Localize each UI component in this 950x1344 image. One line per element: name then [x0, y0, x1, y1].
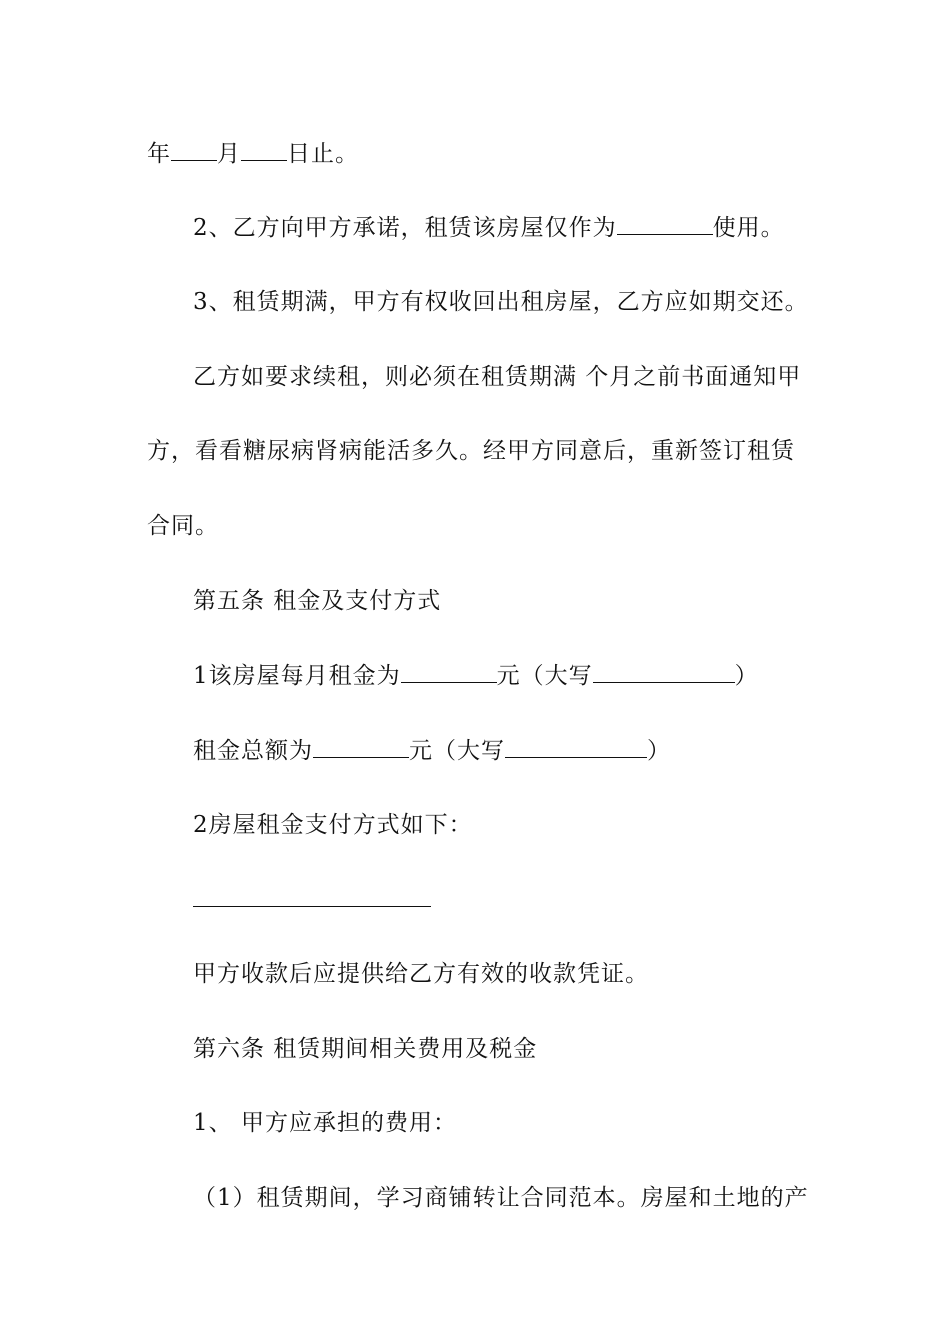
fill-in-blank — [313, 735, 409, 758]
text-segment: 2、乙方向甲方承诺，租赁该房屋仅作为 — [193, 215, 617, 241]
text-line — [193, 735, 671, 766]
paragraph: 2房屋租金支付方式如下： — [193, 812, 473, 838]
text-segment: 年 — [147, 141, 171, 167]
text-segment: ） — [647, 738, 671, 764]
paragraph: 1、 甲方应承担的费用： — [193, 1110, 457, 1136]
paragraph: 合同。 — [147, 513, 219, 539]
text-line — [193, 212, 785, 243]
text-segment: 日止。 — [287, 141, 359, 167]
fill-in-blank — [505, 735, 647, 758]
text-line — [193, 660, 759, 691]
paragraph: 方，看看糖尿病肾病能活多久。经甲方同意后，重新签订租赁 — [147, 438, 795, 464]
text-segment: 元（大写 — [496, 663, 593, 689]
text-line — [147, 138, 359, 169]
paragraph: （1）租赁期间，学习商铺转让合同范本。房屋和土地的产 — [193, 1185, 809, 1211]
fill-in-blank — [593, 660, 735, 683]
fill-in-blank-line — [193, 906, 431, 907]
fill-in-blank — [241, 138, 287, 161]
text-segment: 1该房屋每月租金为 — [193, 663, 401, 689]
text-segment: 使用。 — [712, 215, 785, 241]
text-segment: 元（大写 — [409, 738, 505, 764]
fill-in-blank — [171, 138, 217, 161]
section-heading: 第五条 租金及支付方式 — [193, 588, 442, 614]
fill-in-blank — [617, 212, 713, 235]
section-heading: 第六条 租赁期间相关费用及税金 — [193, 1036, 538, 1062]
paragraph: 甲方收款后应提供给乙方有效的收款凭证。 — [193, 961, 649, 987]
text-segment: 租金总额为 — [193, 738, 313, 764]
paragraph: 乙方如要求续租，则必须在租赁期满 个月之前书面通知甲 — [193, 364, 802, 390]
text-segment: 月 — [217, 141, 241, 167]
paragraph: 3、租赁期满，甲方有权收回出租房屋，乙方应如期交还。 — [193, 289, 809, 315]
text-segment: ） — [734, 663, 759, 689]
fill-in-blank — [401, 660, 497, 683]
